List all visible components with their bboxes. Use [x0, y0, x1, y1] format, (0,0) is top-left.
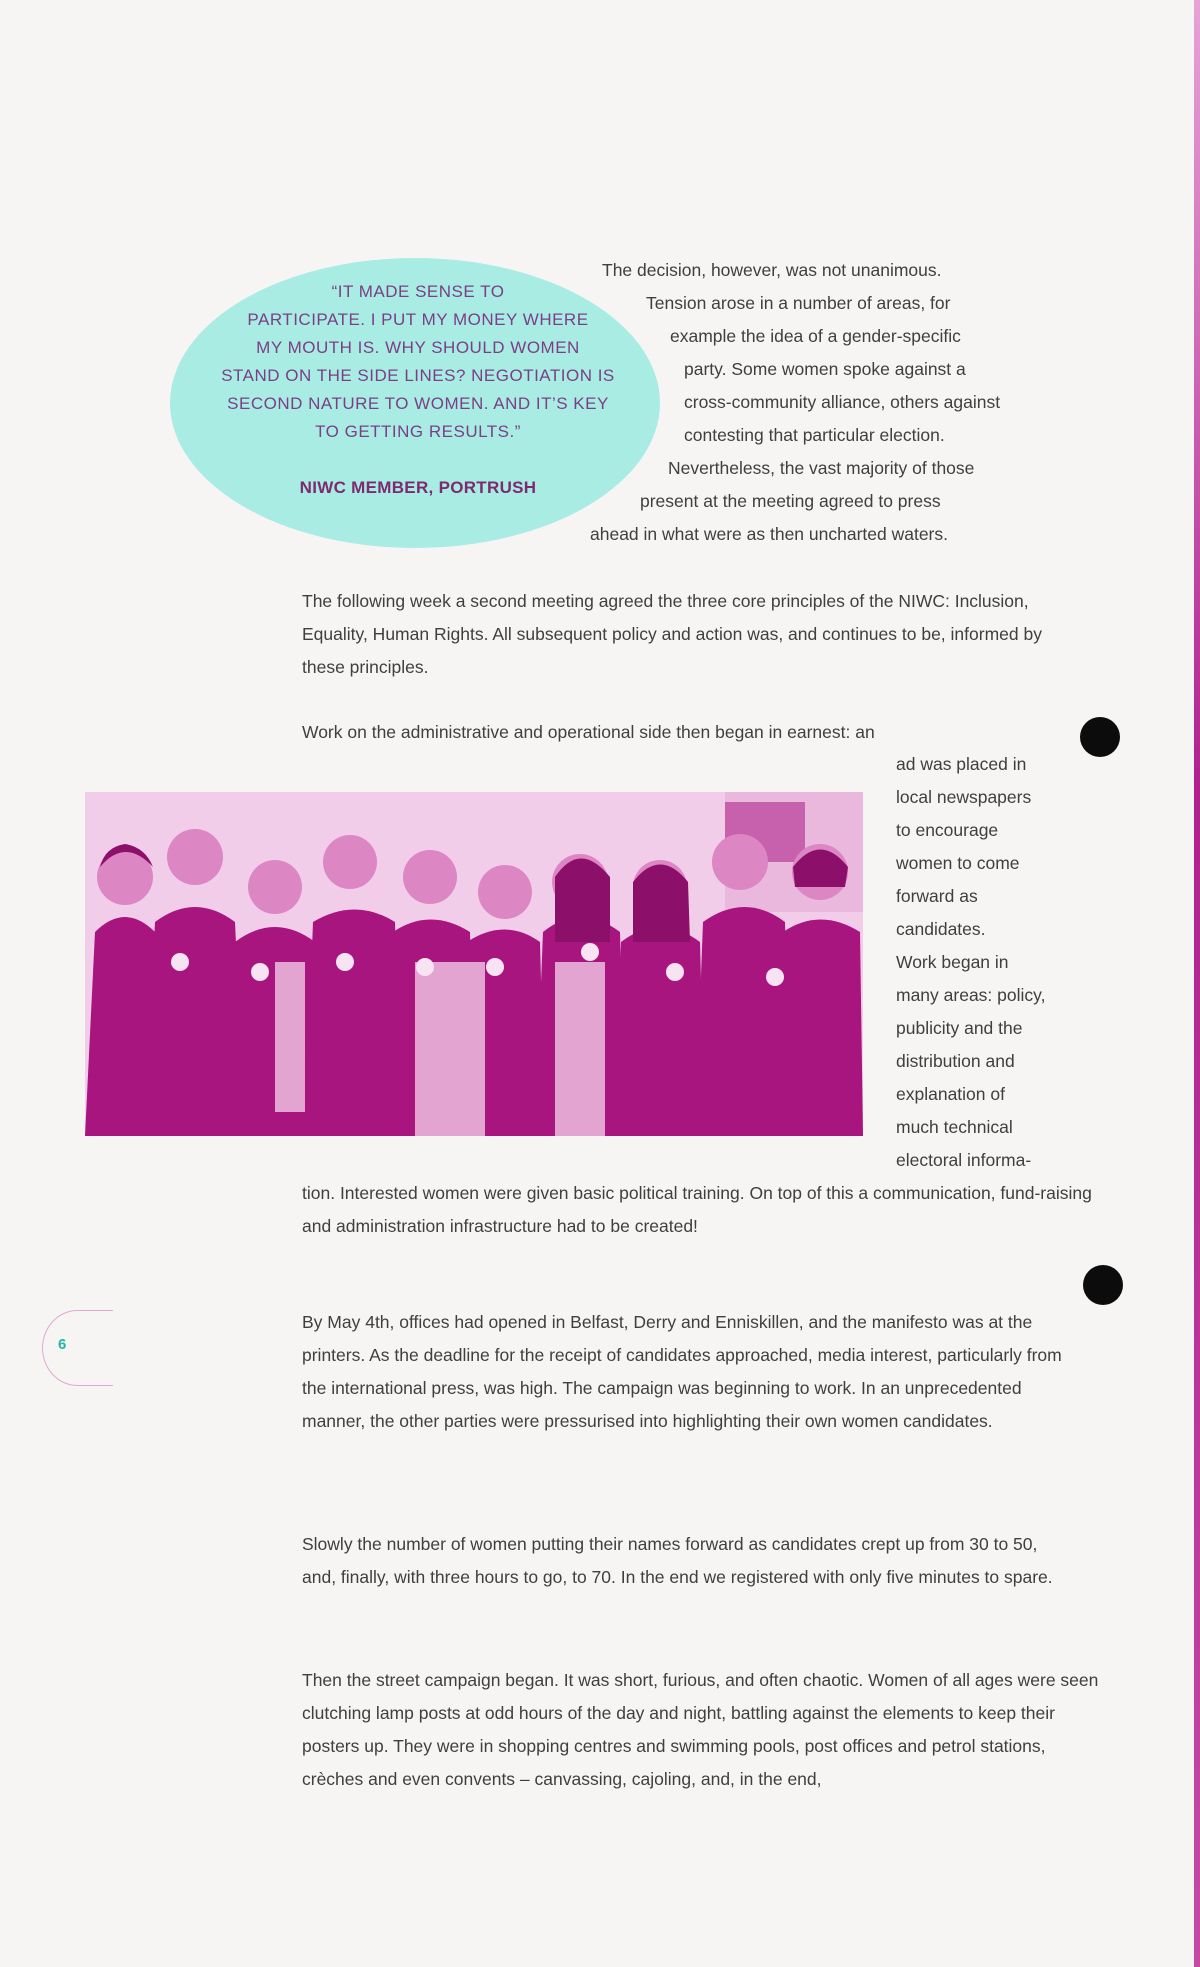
work-column-line: many areas: policy, [896, 985, 1046, 1005]
quote-line: “IT MADE SENSE TO [331, 282, 505, 301]
intro-line: present at the meeting agreed to press [640, 491, 941, 511]
paragraph-principles: The following week a second meeting agreed the three core principles of the NIWC: Inclusion, Equality, Human Rights. All subsequent policy and action was, and continues to be, informed by these principles. [302, 591, 1042, 677]
intro-line: The decision, however, was not unanimous. [602, 260, 942, 280]
work-column-line: to encourage [896, 820, 999, 840]
work-column-line: distribution and [896, 1051, 1015, 1071]
intro-line: ahead in what were as then uncharted waters. [590, 524, 948, 544]
intro-line: Tension arose in a number of areas, for [646, 293, 951, 313]
intro-line: contesting that particular election. [684, 425, 945, 445]
work-column-line: women to come [896, 853, 1020, 873]
work-column-line: candidates. [896, 919, 986, 939]
work-column-line: explanation of [896, 1084, 1005, 1104]
work-column-line: Work began in [896, 952, 1009, 972]
paragraph-street: Then the street campaign began. It was short, furious, and often chaotic. Women of all ages were seen clutching lamp posts at odd hours of the day and night, battling against the elements to keep their posters up. They were in shopping centres and swimming pools, post offices and petrol stations, crèches and even convents – canvassing, cajoling, and, in the end, [302, 1670, 1099, 1789]
intro-line: cross-community alliance, others against [684, 392, 1001, 412]
quote-line: PARTICIPATE. I PUT MY MONEY WHERE [247, 310, 589, 329]
group-photo [85, 792, 863, 1136]
quote-line: SECOND NATURE TO WOMEN. AND IT’S KEY [227, 394, 609, 413]
quote-line: STAND ON THE SIDE LINES? NEGOTIATION IS [221, 366, 615, 385]
quote-line: MY MOUTH IS. WHY SHOULD WOMEN [256, 338, 580, 357]
work-column-line: ad was placed in [896, 754, 1027, 774]
punch-hole [1080, 717, 1120, 757]
intro-line: Nevertheless, the vast majority of those [668, 458, 975, 478]
pull-quote [178, 278, 658, 446]
paragraph-may: By May 4th, offices had opened in Belfast, Derry and Enniskillen, and the manifesto was at the printers. As the deadline for the receipt of candidates approached, media interest, particularly from the international press, was high. The campaign was beginning to work. In an unprecedented manner, the other parties were pressurised into highlighting their own women candidates. [302, 1312, 1062, 1431]
work-column-line: local newspapers [896, 787, 1032, 807]
work-column-line: electoral informa- [896, 1150, 1032, 1170]
work-continuation: tion. Interested women were given basic political training. On top of this a communication, fund-raising and administration infrastructure had to be created! [302, 1183, 1092, 1236]
work-column-line: publicity and the [896, 1018, 1023, 1038]
punch-hole [1083, 1265, 1123, 1305]
intro-line: party. Some women spoke against a [684, 359, 966, 379]
page-edge-bar [1194, 0, 1200, 1967]
page-number-arc [42, 1310, 113, 1386]
work-first-line: Work on the administrative and operational side then began in earnest: an [302, 722, 875, 742]
work-column-line: much technical [896, 1117, 1013, 1137]
intro-line: example the idea of a gender-specific [670, 326, 961, 346]
work-column-line: forward as [896, 886, 978, 906]
quote-attribution: NIWC MEMBER, PORTRUSH [299, 478, 537, 497]
paragraph-slowly: Slowly the number of women putting their names forward as candidates crept up from 30 to 50, and, finally, with three hours to go, to 70. In the end we registered with only five minutes to spare. [302, 1534, 1053, 1587]
page-number: 6 [58, 1336, 67, 1353]
quote-line: TO GETTING RESULTS.” [315, 422, 521, 441]
